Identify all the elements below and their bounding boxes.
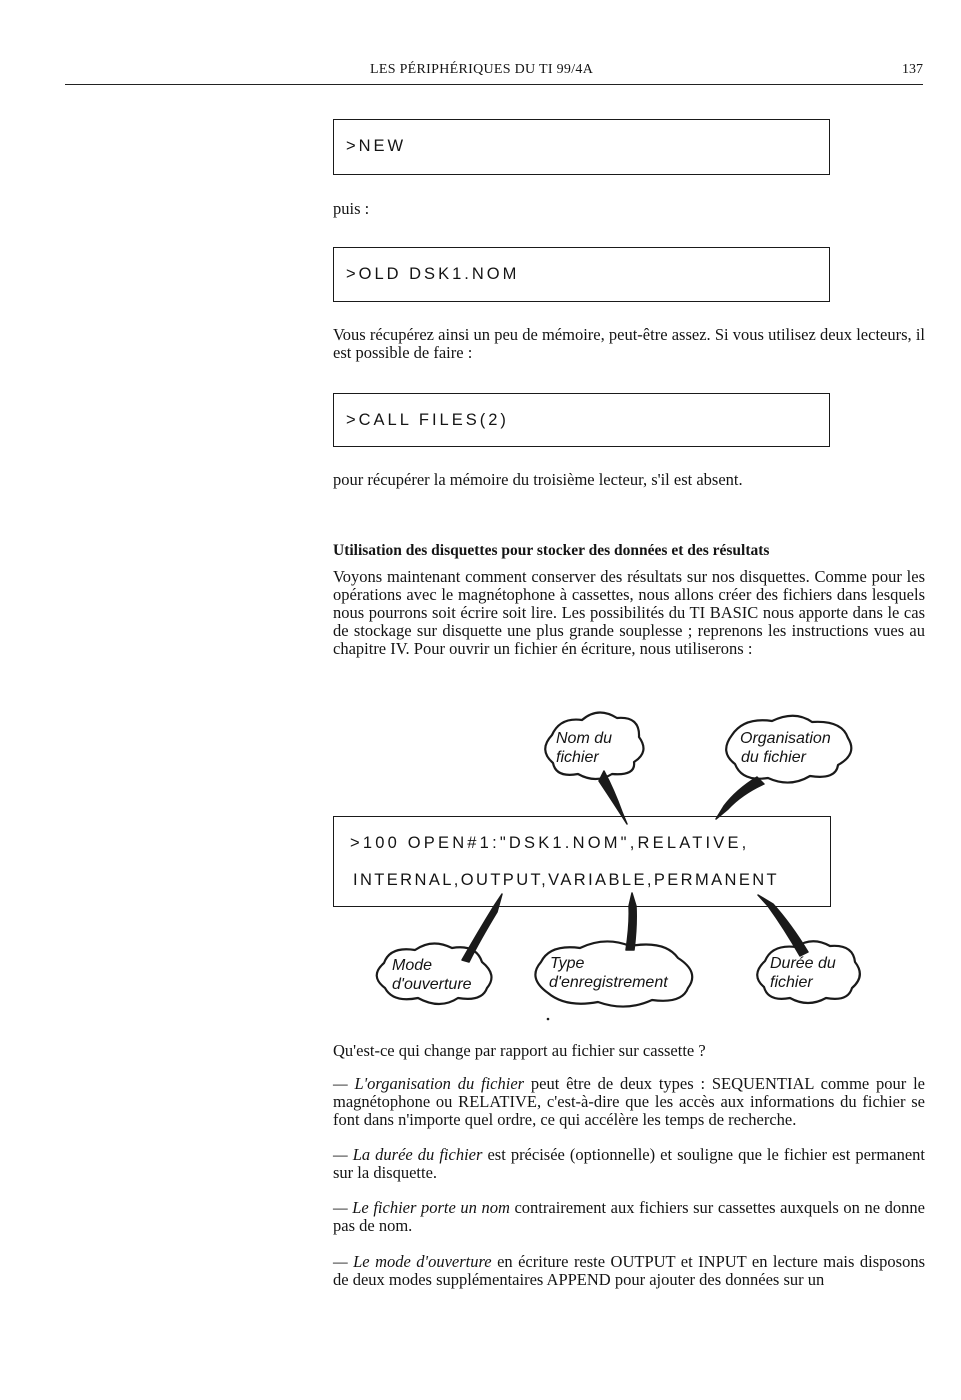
page-number: 137: [902, 62, 923, 77]
text-puis: puis :: [333, 199, 370, 218]
callout-duree-du-fichier: [770, 954, 836, 992]
item-nom: [333, 1199, 925, 1235]
question-line: Qu'est-ce qui change par rapport au fichier sur cassette ?: [333, 1041, 706, 1060]
paragraph-troisieme: pour récupérer la mémoire du troisième lecteur, s'il est absent.: [333, 470, 743, 489]
item-nom-lead: — Le fichier porte un nom: [333, 1198, 510, 1217]
callout-mode-line2: d'ouverture: [392, 976, 472, 993]
item-mode-body: en écriture reste OUTPUT et INPUT en lecture mais disposons de deux modes supplémentaires APPEND pour ajouter des données sur un: [333, 1252, 925, 1289]
code-call: >CALL FILES(2): [346, 411, 509, 429]
code-open-line1: >100 OPEN#1:"DSK1.NOM",RELATIVE,: [350, 834, 750, 852]
item-mode-lead: — Le mode d'ouverture: [333, 1252, 492, 1271]
callout-nom-line1: Nom du: [556, 730, 613, 747]
paragraph-memoire: Vous récupérez ainsi un peu de mémoire, peut-être assez. Si vous utilisez deux lecteurs, il est possible de faire :: [333, 325, 925, 362]
item-duree-lead: — La durée du fichier: [333, 1145, 483, 1164]
callout-org-line1: Organisation: [740, 730, 831, 747]
item-mode: [333, 1253, 925, 1289]
callout-organisation: [740, 729, 831, 767]
code-new: >NEW: [346, 137, 407, 155]
item-organisation-body: peut être de deux types : SEQUENTIAL comme pour le magnétophone ou RELATIVE, c'est-à-dire que les accès aux informations du fichier se font dans n'importe quel ordre, ce qui accélère les temps de recherche.: [333, 1074, 925, 1129]
code-open-line2: INTERNAL,OUTPUT,VARIABLE,PERMANENT: [353, 871, 780, 889]
callout-org-line2: du fichier: [741, 749, 806, 766]
paragraph-voyons: Voyons maintenant comment conserver des résultats sur nos disquettes. Comme pour les opérations avec le magnétophone à cassettes, nous allons créer des fichiers dans lesquels nous pourrons soit écrire soit lire. Les possibilités du TI BASIC nous apporte dans le cas de stockage sur disquette une plus grande souplesse ; reprenons les instructions vues au chapitre IV. Pour ouvrir un fichier én écriture, nous utiliserons :: [333, 567, 925, 658]
section-heading: Utilisation des disquettes pour stocker des données et des résultats: [333, 542, 770, 559]
callout-nom-line2: fichier: [556, 749, 599, 766]
callout-duree-line1: Durée du: [770, 955, 836, 972]
item-duree: [333, 1146, 925, 1182]
code-old: >OLD DSK1.NOM: [346, 265, 520, 283]
code-box-open: [333, 816, 831, 907]
stray-dot: [547, 1018, 550, 1021]
callout-type-enregistrement: [549, 954, 668, 992]
item-nom-body: contrairement aux fichiers sur cassettes auxquels on ne donne pas de nom.: [333, 1198, 925, 1235]
item-organisation-lead: — L'organisation du fichier: [333, 1074, 525, 1093]
running-title: LES PÉRIPHÉRIQUES DU TI 99/4A: [370, 62, 594, 77]
callout-nom-du-fichier: [556, 729, 612, 767]
callout-mode-ouverture: [392, 956, 472, 994]
item-organisation: [333, 1075, 925, 1129]
callout-type-line1: Type: [550, 955, 585, 972]
callout-mode-line1: Mode: [392, 957, 433, 974]
item-duree-body: est précisée (optionnelle) et souligne que le fichier est permanent sur la disquette.: [333, 1145, 925, 1182]
callout-duree-line2: fichier: [770, 974, 813, 991]
arrow-organisation: [716, 777, 764, 819]
callout-type-line2: d'enregistrement: [549, 974, 668, 991]
